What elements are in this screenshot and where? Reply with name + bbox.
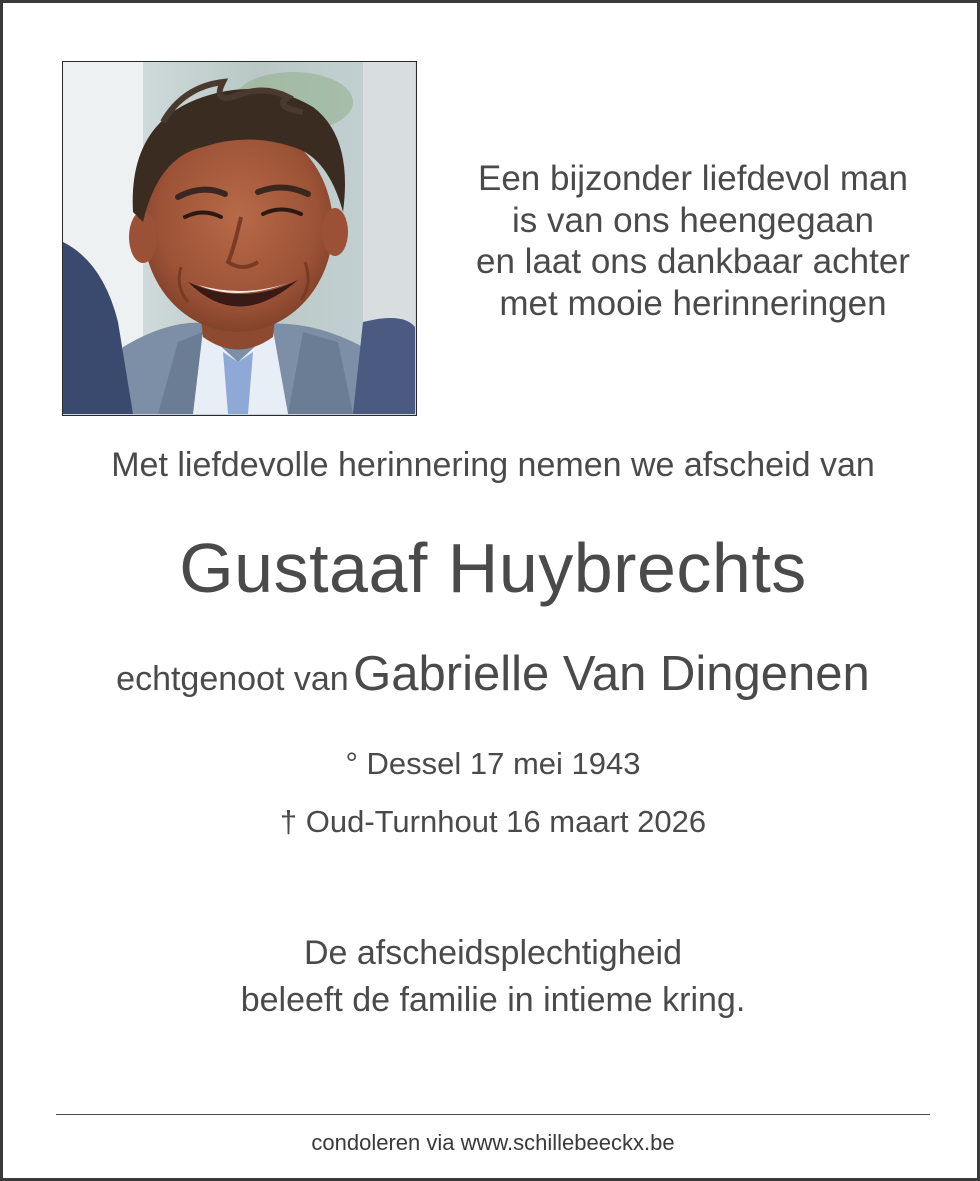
poem-line: is van ons heengegaan [512, 200, 874, 240]
portrait-image [63, 62, 415, 414]
spouse-line [3, 646, 980, 702]
portrait-photo [62, 61, 417, 416]
poem-line: Een bijzonder liefdevol man [478, 159, 908, 198]
condolence-footer: condoleren via www.schillebeeckx.be [311, 1130, 675, 1155]
deceased-name: Gustaaf Huybrechts [179, 529, 807, 607]
poem [443, 158, 943, 324]
ceremony-line: De afscheidsplechtigheid [303, 934, 683, 972]
ceremony-text [3, 930, 980, 1024]
ceremony-line: beleeft de familie in intieme kring. [240, 981, 746, 1019]
intro-text: Met liefdevolle herinnering nemen we afscheid van [111, 446, 875, 484]
divider [56, 1114, 930, 1115]
spouse-name: Gabrielle Van Dingenen [353, 647, 870, 701]
death-info: † Oud-Turnhout 16 maart 2026 [279, 804, 707, 839]
poem-line: met mooie herinneringen [499, 283, 887, 323]
poem-line: en laat ons dankbaar achter [476, 242, 910, 281]
birth-info: ° Dessel 17 mei 1943 [345, 746, 641, 781]
spouse-prefix: echtgenoot van [116, 660, 349, 698]
